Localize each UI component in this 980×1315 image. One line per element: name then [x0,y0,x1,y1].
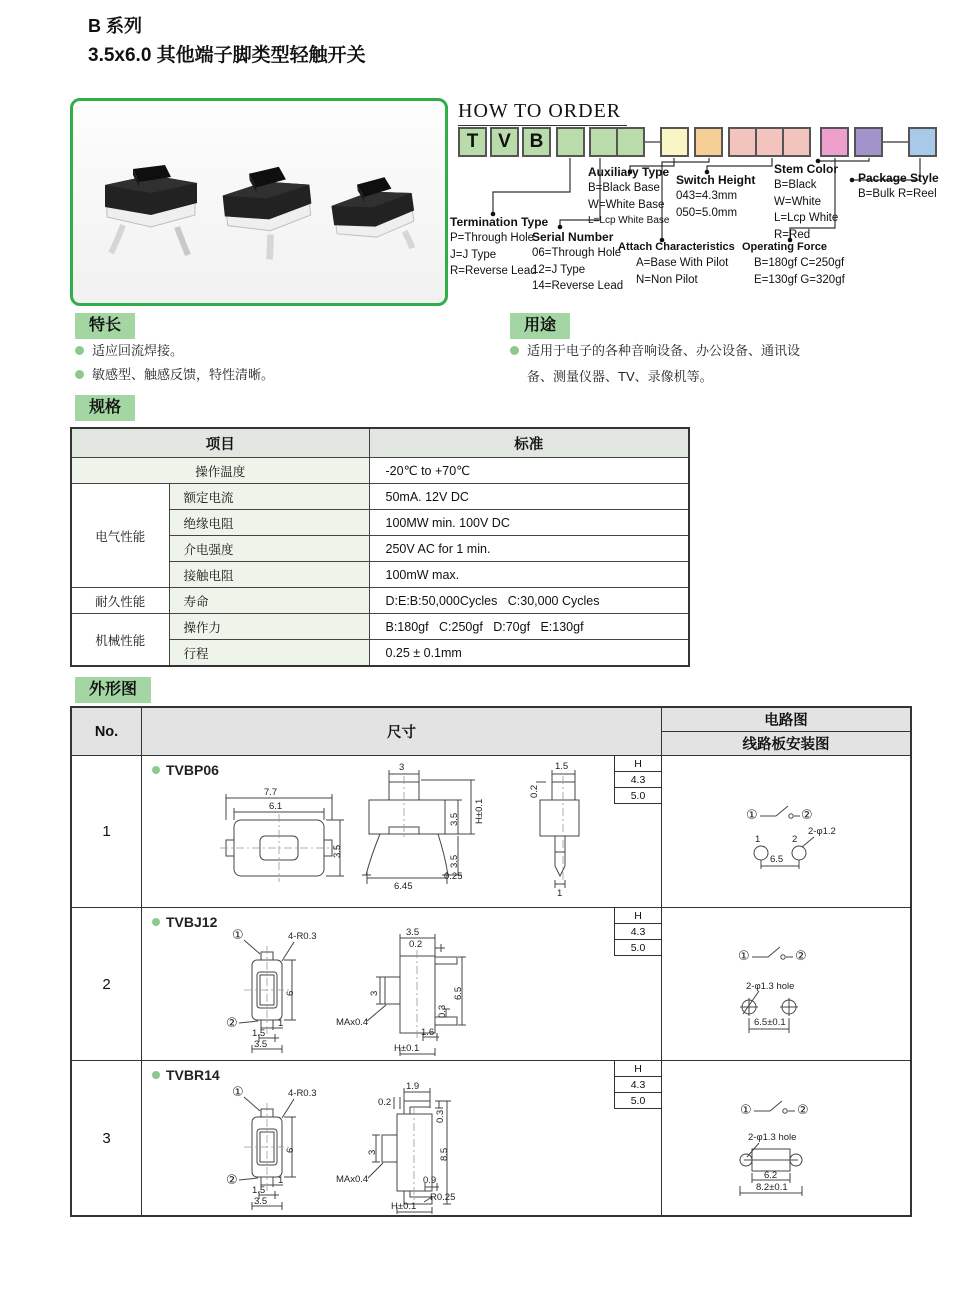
height-value: 5.0 [614,1092,662,1109]
application-item [510,344,800,357]
spec-value: 100mW max. [369,562,689,588]
outline-col-dim: 尺寸 [142,708,662,756]
spec-group: 耐久性能 [71,588,169,614]
row-no: 1 [72,756,142,908]
page-title: 3.5x6.0 其他端子脚类型轻触开关 [88,45,366,66]
spec-col-item: 项目 [71,428,369,458]
group-line: E=130gf G=320gf [754,273,845,286]
dim-label: 0.2 [378,1097,392,1108]
switch-photo-2 [205,141,331,276]
circuit-cell-tvbp06 [662,756,910,908]
model-name: TVBJ12 [166,914,218,930]
spec-header-row [71,428,689,458]
pitch-label: 6.5±0.1 [754,1017,786,1028]
height-value: 4.3 [614,771,662,788]
dim-label: 3.5 [254,1196,268,1207]
bullet-icon [510,346,519,355]
row-no: 2 [72,908,142,1061]
spec-value: 250V AC for 1 min. [369,536,689,562]
circuit-pin: ① [738,948,750,963]
bullet-icon [75,346,84,355]
spec-value: 0.25 ± 0.1mm [369,640,689,667]
dim-label: 1 [278,1018,284,1029]
dim-label: ① [232,1084,244,1099]
spec-table [70,427,690,667]
group-title: Package Style [858,171,939,185]
dim-label: 1.5 [252,1028,266,1039]
hole-note: 2-φ1.3 hole [748,1132,797,1143]
group-title: Serial Number [532,230,614,244]
table-row [71,614,689,640]
group-line: 12=J Type [532,263,586,276]
circuit-cell-tvbj12 [662,908,910,1061]
dim-label: H±0.1 [394,1043,420,1054]
group-title: Operating Force [742,241,827,253]
order-box-v: V [490,127,519,157]
group-title: Auxiliary Type [588,165,670,179]
group-line: B=Bulk R=Reel [858,188,937,200]
order-group-attach [618,242,735,286]
order-group-force [742,242,845,286]
bullet-icon [75,370,84,379]
height-header: H [614,755,662,772]
dim-label: 6.45 [394,881,413,892]
outline-col-circuit: 电路图 [662,708,910,732]
dim-label: 0.2 [409,939,423,950]
group-line: B=180gf C=250gf [754,257,845,269]
circuit-pin: ② [797,1102,809,1117]
order-group-package [858,172,939,201]
dim-label: 7.7 [264,787,278,798]
spec-item: 行程 [169,640,369,667]
order-group-serial [532,231,623,293]
feature-text: 敏感型、触感反馈，特性清晰。 [92,367,275,382]
height-value: 5.0 [614,787,662,804]
spec-item: 介电强度 [169,536,369,562]
group-line: 050=5.0mm [676,206,738,219]
group-line: 14=Reverse Lead [532,280,624,292]
dim-label: MAx0.4 [336,1017,369,1028]
height-header: H [614,907,662,924]
spec-item: 操作温度 [71,458,369,484]
order-group-stem [774,163,838,241]
feature-item [75,368,274,381]
spec-item: 接触电阻 [169,562,369,588]
dim-label: 1.9 [406,1081,420,1092]
application-text: 备、测量仪器、TV、录像机等。 [527,369,713,384]
height-value: 5.0 [614,939,662,956]
outline-badge: 外形图 [75,677,151,703]
group-line: B=Black Base [588,182,660,194]
spec-group: 电气性能 [71,484,169,588]
outline-col-no: No. [72,708,142,756]
group-line: L=Lcp White [774,212,839,224]
group-line: A=Base With Pilot [636,257,729,269]
group-line: R=Reverse Lead [450,265,537,277]
circuit-diagram [662,756,910,908]
hole-label: 2 [792,834,798,845]
group-line: R=Red [774,228,811,241]
hole-note: 2-φ1.3 hole [746,981,795,992]
circuit-pin: ① [740,1102,752,1117]
dim-cell-tvbj12 [142,908,662,1061]
table-row [71,458,689,484]
dim-label: 8.5 [439,1147,450,1161]
feature-text: 适应回流焊接。 [92,343,184,358]
hole-note: 2-φ1.2 [808,826,836,837]
dim-label: 0.3 [435,1109,446,1123]
dim-label: 6 [285,1147,296,1153]
product-photo [70,98,448,306]
dim-label: ② [226,1015,238,1030]
dim-label: R0.25 [430,1192,456,1203]
group-title: Switch Height [676,173,756,187]
group-line: L=Lcp White Base [588,215,670,226]
dim-label: 4-R0.3 [288,931,317,942]
dim-label: 3 [369,990,380,996]
spec-item: 寿命 [169,588,369,614]
spec-item: 绝缘电阻 [169,510,369,536]
dim-label: 0.2 [529,784,540,798]
dim-label: 4-R0.3 [288,1088,317,1099]
circuit-pin: ② [795,948,807,963]
dim-label: 1.5 [555,761,569,772]
spec-group: 机械性能 [71,614,169,667]
height-table [614,756,662,804]
height-table [614,1061,662,1109]
dim-label: 3 [367,1149,378,1155]
dim-label: 1 [557,888,563,899]
spec-item: 额定电流 [169,484,369,510]
switch-photo-3 [313,152,434,282]
group-line: W=White Base [588,198,665,211]
how-to-order-title: HOW TO ORDER [458,100,627,126]
height-header: H [614,1060,662,1077]
spec-item: 操作力 [169,614,369,640]
dim-label: 0.9 [423,1175,437,1186]
hole-label: 1 [755,834,761,845]
feature-item [75,344,183,357]
dim-label: ② [226,1172,238,1187]
group-line: P=Through Hole [450,232,535,244]
order-box-b: B [522,127,551,157]
dim-label: H±0.1 [391,1201,417,1212]
order-group-auxiliary [588,166,669,226]
dim-label: 3.5 [449,812,460,826]
dim-label: 3 [399,762,405,773]
dim-label: 1 [278,1175,284,1186]
spec-value: B:180gf C:250gf D:70gf E:130gf [369,614,689,640]
model-name: TVBR14 [166,1067,220,1083]
dim-label: MAx0.4 [336,1174,369,1185]
group-title: Attach Characteristics [618,241,735,253]
dim-label: 1.5 [252,1185,266,1196]
applications-badge: 用途 [510,313,570,339]
specs-badge: 规格 [75,395,135,421]
group-line: 043=4.3mm [676,190,738,202]
series-title: B 系列 [88,16,142,36]
spec-col-standard: 标准 [369,428,689,458]
dim-cell-tvbr14 [142,1061,662,1215]
dim-label: 3.5 [254,1039,268,1050]
group-line: 06=Through Hole [532,247,622,259]
pitch-label: 8.2±0.1 [756,1182,788,1193]
circuit-pin: ① [746,807,758,822]
group-line: N=Non Pilot [636,273,698,286]
tvbr14-drawing [142,1061,662,1215]
dim-label: 6.5 [453,986,464,1000]
dim-label: 3.5 [406,927,420,938]
outline-table [70,706,912,1217]
group-line: J=J Type [450,248,497,261]
switch-photo-1 [91,139,211,269]
dim-cell-tvbp06 [142,756,662,908]
dim-label: 0.25 [444,871,463,882]
inner-dim-label: 6.2 [764,1170,778,1181]
spec-value: D:E:B:50,000Cycles C:30,000 Cycles [369,588,689,614]
row-no: 3 [72,1061,142,1215]
application-text: 适用于电子的各种音响设备、办公设备、通讯设 [527,343,801,358]
height-table [614,908,662,956]
table-row [71,484,689,510]
dim-label: H±0.1 [474,798,485,824]
group-title: Termination Type [450,215,549,229]
dim-label: 6 [285,990,296,996]
group-title: Stem Color [774,162,839,176]
dim-label: 3.5 [332,844,343,858]
dim-label: 0.3 [437,1004,448,1018]
spec-value: 100MW min. 100V DC [369,510,689,536]
pitch-label: 6.5 [770,854,784,865]
tvbj12-drawing [142,908,662,1061]
order-group-height [676,174,755,219]
spec-value: 50mA. 12V DC [369,484,689,510]
order-box-t: T [458,127,487,157]
height-value: 4.3 [614,1076,662,1093]
dim-label: 3.5 [449,854,460,868]
group-line: B=Black [774,179,817,191]
group-line: W=White [774,195,821,208]
dim-label: 1.6 [421,1027,435,1038]
height-value: 4.3 [614,923,662,940]
dim-label: ① [232,927,244,942]
model-name: TVBP06 [166,762,219,778]
features-badge: 特长 [75,313,135,339]
circuit-pin: ② [801,807,813,822]
dim-label: 6.1 [269,801,283,812]
circuit-cell-tvbr14 [662,1061,910,1215]
spec-value: -20℃ to +70℃ [369,458,689,484]
table-row [71,588,689,614]
outline-col-pcb: 线路板安装图 [662,732,910,756]
